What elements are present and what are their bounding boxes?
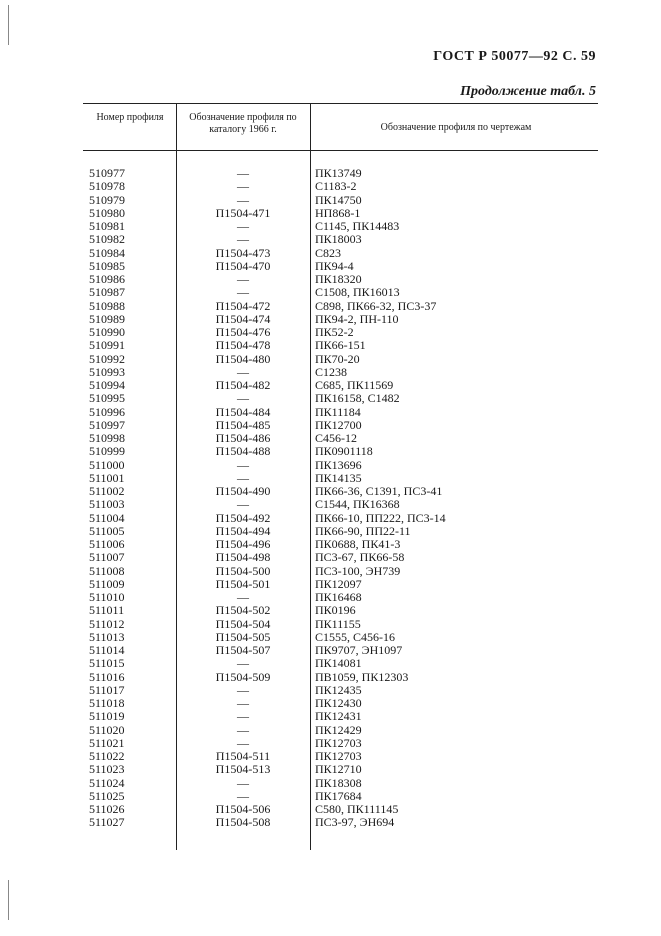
catalog-designation: —	[237, 457, 249, 472]
catalog-designation: П1504-485	[215, 417, 271, 432]
catalog-designation: —	[237, 722, 249, 737]
drawing-designation: С1555, С456-16	[315, 629, 396, 644]
drawing-designation: ПК9707, ЭН1097	[315, 643, 403, 657]
table-row	[83, 763, 598, 776]
profile-number: 511016	[89, 669, 125, 684]
drawing-designation: ПК16468	[315, 590, 362, 604]
column-header-catalog: Обозначение профиля по каталогу 1966 г.	[189, 112, 297, 135]
profile-number: 511024	[89, 775, 125, 790]
table-row	[83, 777, 598, 790]
drawing-designation: ПВ1059, ПК12303	[315, 669, 409, 684]
table-row	[83, 247, 598, 260]
table-row	[83, 591, 598, 604]
catalog-designation: П1504-501	[215, 576, 271, 591]
table-row	[83, 485, 598, 498]
catalog-designation: П1504-478	[215, 338, 271, 353]
drawing-designation: ПК12703	[315, 749, 362, 763]
drawing-designation: С1238	[315, 364, 348, 379]
table-row	[83, 392, 598, 405]
drawing-designation: С1508, ПК16013	[315, 285, 400, 300]
catalog-designation: П1504-507	[215, 643, 271, 657]
catalog-designation: П1504-488	[215, 444, 271, 459]
drawing-designation: ПК12435	[315, 682, 362, 697]
profile-number: 511007	[89, 550, 125, 565]
profile-number: 510981	[89, 219, 125, 233]
catalog-designation: П1504-486	[215, 431, 271, 445]
profile-number: 510998	[89, 431, 125, 445]
profile-number: 511004	[89, 510, 125, 525]
catalog-designation: П1504-513	[215, 762, 271, 777]
profile-number: 511010	[89, 590, 125, 604]
catalog-designation: П1504-470	[215, 258, 271, 273]
catalog-designation: П1504-474	[215, 311, 271, 326]
drawing-designation: ПК12430	[315, 696, 362, 710]
drawing-designation: ПК66-151	[315, 338, 366, 353]
table-row	[83, 525, 598, 538]
drawing-designation: С456-12	[315, 431, 357, 445]
table-row	[83, 220, 598, 233]
catalog-designation: —	[237, 219, 249, 233]
table-top-border	[83, 103, 598, 104]
drawing-designation: ПК0196	[315, 603, 356, 618]
table-row	[83, 644, 598, 657]
drawing-designation: ПК18320	[315, 272, 362, 286]
catalog-designation: —	[237, 788, 249, 803]
profile-number: 511026	[89, 802, 125, 816]
drawing-designation: ПК94-4	[315, 258, 354, 273]
document-code: ГОСТ Р 50077—92 С. 59	[433, 49, 596, 64]
catalog-designation: —	[237, 272, 249, 286]
profile-number: 510990	[89, 325, 125, 339]
table-row	[83, 710, 598, 723]
table-row	[83, 578, 598, 591]
drawing-designation: ПК13696	[315, 457, 362, 472]
profile-number: 510989	[89, 311, 125, 326]
table-row	[83, 445, 598, 458]
profile-number: 510999	[89, 444, 125, 459]
catalog-designation: П1504-508	[215, 815, 271, 830]
catalog-designation: —	[237, 232, 249, 247]
profile-number: 510992	[89, 351, 125, 366]
catalog-designation: П1504-492	[215, 510, 271, 525]
catalog-designation: П1504-490	[215, 484, 271, 498]
catalog-designation: —	[237, 391, 249, 406]
drawing-designation: ПК0688, ПК41-3	[315, 537, 401, 551]
table-row	[83, 512, 598, 525]
table-row	[83, 803, 598, 816]
table-row	[83, 432, 598, 445]
profile-number: 511025	[89, 788, 125, 803]
drawing-designation: С580, ПК111145	[315, 802, 399, 816]
drawing-designation: ПК94-2, ПН-110	[315, 311, 399, 326]
table-row	[83, 406, 598, 419]
catalog-designation: —	[237, 166, 249, 180]
table-row	[83, 472, 598, 485]
catalog-designation: —	[237, 682, 249, 697]
profile-number: 511000	[89, 457, 125, 472]
table-row	[83, 684, 598, 697]
drawing-designation: С823	[315, 245, 342, 260]
table-row	[83, 286, 598, 299]
profile-number: 511023	[89, 762, 125, 777]
drawing-designation: ПК14750	[315, 192, 362, 207]
profile-number: 510978	[89, 179, 125, 194]
table-row	[83, 724, 598, 737]
catalog-designation: —	[237, 696, 249, 710]
profile-number: 511003	[89, 497, 125, 512]
catalog-designation: —	[237, 497, 249, 512]
table-row	[83, 353, 598, 366]
scan-edge-mark	[8, 880, 9, 920]
table-row	[83, 366, 598, 379]
catalog-designation: П1504-498	[215, 550, 271, 565]
table-row	[83, 379, 598, 392]
profile-number: 510985	[89, 258, 125, 273]
catalog-designation: —	[237, 709, 249, 724]
drawing-designation: ПК12431	[315, 709, 362, 724]
profile-number: 511020	[89, 722, 125, 737]
drawing-designation: ПС3-97, ЭН694	[315, 815, 395, 830]
profile-number: 511027	[89, 815, 125, 830]
catalog-designation: П1504-472	[215, 298, 271, 313]
drawing-designation: ПК16158, С1482	[315, 391, 400, 406]
profile-number: 511019	[89, 709, 125, 724]
table-row	[83, 790, 598, 803]
table-row	[83, 551, 598, 564]
table-row	[83, 565, 598, 578]
catalog-designation: —	[237, 470, 249, 485]
table-row	[83, 498, 598, 511]
table-body	[83, 167, 598, 830]
table-row	[83, 194, 598, 207]
catalog-designation: П1504-476	[215, 325, 271, 339]
table-row	[83, 604, 598, 617]
column-header-number: Номер профиля	[96, 112, 164, 123]
table-row	[83, 459, 598, 472]
drawing-designation: С1183-2	[315, 179, 357, 194]
table-row	[83, 300, 598, 313]
header-bottom-border	[83, 150, 598, 151]
catalog-designation: —	[237, 656, 249, 671]
drawing-designation: ПК11155	[315, 616, 361, 631]
catalog-designation: П1504-509	[215, 669, 271, 684]
catalog-designation: —	[237, 364, 249, 379]
profile-number: 511011	[89, 603, 125, 618]
profile-number: 511014	[89, 643, 125, 657]
profile-number: 510995	[89, 391, 125, 406]
drawing-designation: ПК12097	[315, 576, 362, 591]
profile-number: 511021	[89, 735, 125, 750]
profile-number: 510996	[89, 404, 125, 419]
drawing-designation: ПК66-90, ПП22-11	[315, 523, 411, 538]
profile-number: 510991	[89, 338, 125, 353]
scan-edge-mark	[8, 5, 9, 45]
profile-number: 511018	[89, 696, 125, 710]
drawing-designation: ПК14081	[315, 656, 362, 671]
drawing-designation: ПК18003	[315, 232, 362, 247]
table-row	[83, 631, 598, 644]
catalog-designation: П1504-511	[215, 749, 271, 763]
drawing-designation: ПК52-2	[315, 325, 354, 339]
drawing-designation: ПК0901118	[315, 444, 373, 459]
drawing-designation: ПК12710	[315, 762, 362, 777]
drawing-designation: ПК66-10, ПП222, ПС3-14	[315, 510, 446, 525]
catalog-designation: П1504-505	[215, 629, 271, 644]
table-row	[83, 273, 598, 286]
drawing-designation: С685, ПК11569	[315, 378, 394, 392]
profile-number: 510987	[89, 285, 125, 300]
profile-number: 511002	[89, 484, 125, 498]
profile-number: 510994	[89, 378, 125, 392]
catalog-designation: —	[237, 179, 249, 194]
drawing-designation: С898, ПК66-32, ПС3-37	[315, 298, 437, 313]
profile-number: 510979	[89, 192, 125, 207]
drawing-designation: ПС3-100, ЭН739	[315, 563, 401, 578]
table-row	[83, 750, 598, 763]
catalog-designation: —	[237, 590, 249, 604]
drawing-designation: ПК17684	[315, 788, 362, 803]
catalog-designation: П1504-480	[215, 351, 271, 366]
catalog-designation: П1504-482	[215, 378, 271, 392]
catalog-designation: П1504-500	[215, 563, 271, 578]
table-row	[83, 260, 598, 273]
catalog-designation: —	[237, 285, 249, 300]
table-row	[83, 816, 598, 829]
drawing-designation: ПК12703	[315, 735, 362, 750]
table-row	[83, 618, 598, 631]
catalog-designation: П1504-496	[215, 537, 271, 551]
drawing-designation: ПС3-67, ПК66-58	[315, 550, 405, 565]
drawing-designation: С1544, ПК16368	[315, 497, 400, 512]
catalog-designation: П1504-471	[215, 205, 271, 220]
table-row	[83, 233, 598, 246]
catalog-designation: П1504-502	[215, 603, 271, 618]
catalog-designation: П1504-494	[215, 523, 271, 538]
table-continuation-label: Продолжение табл. 5	[460, 84, 596, 99]
profile-number: 510982	[89, 232, 125, 247]
profile-number: 511022	[89, 749, 125, 763]
profile-number: 510988	[89, 298, 125, 313]
profile-number: 510984	[89, 245, 125, 260]
table-row	[83, 697, 598, 710]
drawing-designation: ПК12700	[315, 417, 362, 432]
catalog-designation: П1504-473	[215, 245, 271, 260]
table-row	[83, 419, 598, 432]
catalog-designation: П1504-504	[215, 616, 271, 631]
profile-number: 511008	[89, 563, 125, 578]
drawing-designation: НП868-1	[315, 205, 361, 220]
profile-number: 510980	[89, 205, 125, 220]
profile-number: 511017	[89, 682, 125, 697]
table-row	[83, 657, 598, 670]
drawing-designation: ПК11184	[315, 404, 361, 419]
profile-number: 511005	[89, 523, 125, 538]
table-row	[83, 339, 598, 352]
profile-number: 511012	[89, 616, 125, 631]
catalog-designation: —	[237, 775, 249, 790]
column-header-drawings: Обозначение профиля по чертежам	[380, 122, 532, 133]
profile-number: 510977	[89, 166, 125, 180]
table-row	[83, 313, 598, 326]
catalog-designation: —	[237, 735, 249, 750]
drawing-designation: С1145, ПК14483	[315, 219, 400, 233]
catalog-designation: П1504-506	[215, 802, 271, 816]
drawing-designation: ПК66-36, С1391, ПС3-41	[315, 484, 443, 498]
drawing-designation: ПК18308	[315, 775, 362, 790]
table-row	[83, 671, 598, 684]
table-row	[83, 538, 598, 551]
profile-number: 511015	[89, 656, 125, 671]
profile-number: 511013	[89, 629, 125, 644]
profile-number: 511006	[89, 537, 125, 551]
catalog-designation: —	[237, 192, 249, 207]
table-row	[83, 180, 598, 193]
profile-number: 510986	[89, 272, 125, 286]
drawing-designation: ПК14135	[315, 470, 362, 485]
table-row	[83, 326, 598, 339]
table-row	[83, 737, 598, 750]
profile-number: 511001	[89, 470, 125, 485]
drawing-designation: ПК12429	[315, 722, 362, 737]
drawing-designation: ПК70-20	[315, 351, 360, 366]
drawing-designation: ПК13749	[315, 166, 362, 180]
profile-number: 511009	[89, 576, 125, 591]
table-row	[83, 167, 598, 180]
table-row	[83, 207, 598, 220]
catalog-designation: П1504-484	[215, 404, 271, 419]
profile-number: 510997	[89, 417, 125, 432]
profile-number: 510993	[89, 364, 125, 379]
